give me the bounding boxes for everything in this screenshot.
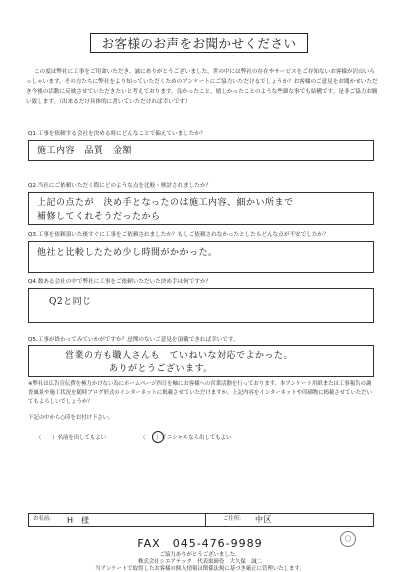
choice-row	[36, 434, 366, 443]
privacy-line: 当アンケートで取得したお客様の個人情報は関係法規に基づき厳正に管理いたします。	[95, 566, 305, 572]
answer-5-text-line2: ありがとうございます。	[109, 364, 213, 374]
answer-3-box	[28, 241, 374, 273]
answer-5-text-line1: 営業の方も職人さんも ていねいな対応でよかった。	[65, 351, 294, 361]
page-title: お客様のお声をお聞かせください	[90, 33, 308, 53]
answer-2-text-line2: 補修してくれそうだったから	[37, 212, 161, 222]
name-label: お名前:	[33, 516, 51, 522]
intro-text: この度は弊社に工事をご用命いただき、誠にありがとうございました。世の中には弊社の存在やサービスをご存知ないお客様が沢山いらっしゃいます。その方たちに弊社をより知っていただくためのアンケートにご協力いただけるでしょうか？お客様のご意見をお聞かせいただき今後の活動に反映させていただきたいと考えております。良かったこと、嬉しかったことのような些細な事でも結構です。是非ご協力お願い致します。（出来るだけ具体的に書いていただければ幸いです）	[26, 69, 378, 105]
answer-4-text: Q2と同じ	[49, 297, 92, 307]
question-3-label: Q3.工事を依頼頂いた後すぐに工事をご依頼されましたか？もしご依頼されなかったとしたらどんな点が不安でしたか？	[28, 232, 329, 238]
publication-notice: ※弊社は広告宣伝費を極力かけない為にホームページ四日を軸にお客様への営業活動を行っております。本アンケート用紙または工事報告の調査風景や施工状況を随時ブログ形式のインターネットに掲載させていただけますか。上記内容をインターネットや印刷物に掲載させていただいてもよろしいでしょうか？	[28, 381, 373, 405]
answer-2-text-line1: 上記の点たが 決め手となったのは施工内容、細かい所まで	[37, 198, 294, 208]
question-4-label: Q4.数ある会社の中で弊社に工事をご依頼いただいた決め手は何ですか？	[28, 279, 212, 285]
choice-prompt: 下記の中から○印をお付け下さい。	[28, 415, 114, 421]
address-value: 中区	[255, 515, 272, 524]
selected-circle-mark	[152, 431, 164, 443]
answer-2-box	[28, 192, 374, 225]
answer-3-text: 他社と比較したため少し時間がかかった。	[37, 248, 218, 258]
name-address-box	[28, 513, 374, 527]
question-2-label: Q2.当社にご依頼いただく際にどのような点を比較・検討されましたか？	[28, 183, 212, 189]
answer-4-box	[28, 288, 374, 323]
address-label: ご住所:	[223, 516, 241, 522]
choice-name-option[interactable]: （ ）名前を出してもよい	[36, 435, 107, 441]
answer-5-box	[28, 345, 374, 377]
company-line: 株式会社シエアテック 代表取締役 大久保 誠二	[138, 559, 262, 565]
question-1-label: Q1.工事を依頼する会社を決める時にどんなことで偏えていましたか？	[28, 131, 206, 137]
question-5-label: Q5.工事が終わってみていかがですか？忌憚のないご意見を頂戴できれば幸いです。	[28, 337, 239, 343]
name-box-divider	[205, 514, 206, 526]
answer-1-box	[28, 140, 374, 161]
answer-1-text: 施工内容 品質 金額	[37, 146, 133, 156]
thanks-text: ご協力ありがとうございました。	[159, 552, 241, 558]
choice-initial-option[interactable]: （ ）イニシャルなら出してもよい	[140, 435, 232, 441]
fax-number: FAX 045-476-9989	[137, 537, 263, 550]
stamp-mark: ◯	[340, 531, 356, 547]
name-value: H 様	[67, 516, 90, 525]
